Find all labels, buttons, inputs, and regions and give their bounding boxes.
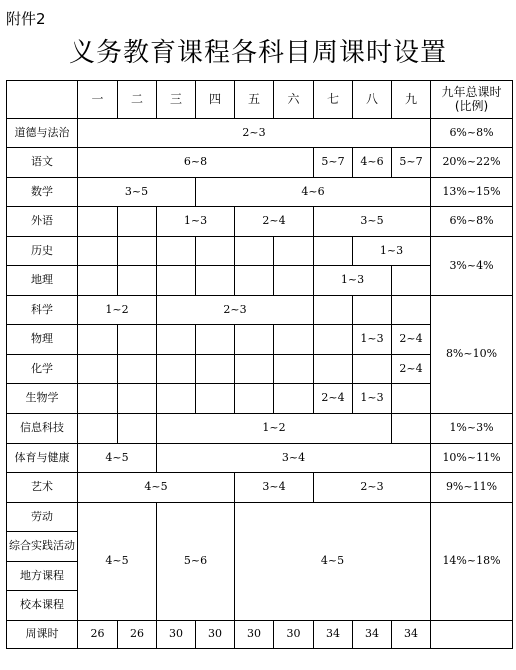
subject-label: 劳动 bbox=[7, 503, 78, 532]
subject-label: 语文 bbox=[7, 148, 78, 178]
empty-cell bbox=[118, 384, 157, 414]
ratio-cell: 8%~10% bbox=[431, 296, 513, 414]
hours-cell: 2~4 bbox=[392, 355, 431, 384]
subject-label: 道德与法治 bbox=[7, 119, 78, 148]
empty-cell bbox=[196, 266, 235, 296]
empty-cell bbox=[392, 266, 431, 296]
ratio-cell: 3%~4% bbox=[431, 237, 513, 296]
empty-cell bbox=[118, 414, 157, 444]
table-row bbox=[7, 237, 513, 266]
ratio-cell: 6%~8% bbox=[431, 119, 513, 148]
weekly-hours-cell: 30 bbox=[196, 621, 235, 649]
ratio-cell: 10%~11% bbox=[431, 444, 513, 473]
empty-cell bbox=[392, 296, 431, 325]
grade-header-2: 二 bbox=[118, 81, 157, 119]
hours-cell: 4~5 bbox=[78, 503, 157, 621]
empty-cell bbox=[157, 237, 196, 266]
weekly-hours-cell: 34 bbox=[392, 621, 431, 649]
weekly-hours-cell: 34 bbox=[314, 621, 353, 649]
empty-cell bbox=[235, 266, 274, 296]
subject-label: 艺术 bbox=[7, 473, 78, 503]
hours-cell: 4~6 bbox=[196, 178, 431, 207]
empty-cell bbox=[78, 207, 118, 237]
empty-cell bbox=[235, 237, 274, 266]
hours-cell: 2~4 bbox=[235, 207, 314, 237]
empty-cell bbox=[118, 266, 157, 296]
weekly-hours-cell: 30 bbox=[274, 621, 314, 649]
table-row bbox=[7, 473, 513, 503]
table-header-row bbox=[7, 81, 513, 119]
empty-cell bbox=[353, 355, 392, 384]
table-row bbox=[7, 119, 513, 148]
empty-cell bbox=[78, 237, 118, 266]
hours-cell: 2~4 bbox=[392, 325, 431, 355]
subject-label: 化学 bbox=[7, 355, 78, 384]
empty-cell bbox=[118, 355, 157, 384]
ratio-cell: 14%~18% bbox=[431, 503, 513, 621]
empty-cell bbox=[274, 237, 314, 266]
grade-header-1: 一 bbox=[78, 81, 118, 119]
empty-cell bbox=[78, 355, 118, 384]
total-hours-header-line2: (比例) bbox=[454, 98, 489, 113]
hours-cell: 5~7 bbox=[392, 148, 431, 178]
empty-cell bbox=[78, 384, 118, 414]
ratio-cell: 20%~22% bbox=[431, 148, 513, 178]
grade-header-7: 七 bbox=[314, 81, 353, 119]
hours-cell: 4~5 bbox=[78, 444, 157, 473]
hours-cell: 6~8 bbox=[78, 148, 314, 178]
empty-cell bbox=[314, 325, 353, 355]
table-row bbox=[7, 296, 513, 325]
attachment-label: 附件2 bbox=[6, 10, 46, 28]
hours-cell: 5~6 bbox=[157, 503, 235, 621]
subject-label: 科学 bbox=[7, 296, 78, 325]
hours-cell: 2~3 bbox=[157, 296, 314, 325]
empty-cell bbox=[235, 384, 274, 414]
grade-header-6: 六 bbox=[274, 81, 314, 119]
empty-cell bbox=[78, 414, 118, 444]
table-row bbox=[7, 414, 513, 444]
empty-cell bbox=[157, 266, 196, 296]
empty-cell bbox=[314, 296, 353, 325]
weekly-hours-cell: 30 bbox=[235, 621, 274, 649]
curriculum-hours-table bbox=[6, 80, 513, 649]
empty-cell bbox=[78, 266, 118, 296]
subject-label: 历史 bbox=[7, 237, 78, 266]
grade-header-5: 五 bbox=[235, 81, 274, 119]
empty-cell bbox=[157, 325, 196, 355]
weekly-hours-cell: 26 bbox=[118, 621, 157, 649]
table-row bbox=[7, 207, 513, 237]
subject-label: 综合实践活动 bbox=[7, 532, 78, 562]
hours-cell: 1~3 bbox=[353, 237, 431, 266]
empty-cell bbox=[157, 355, 196, 384]
subject-label: 数学 bbox=[7, 178, 78, 207]
ratio-cell: 9%~11% bbox=[431, 473, 513, 503]
hours-cell: 5~7 bbox=[314, 148, 353, 178]
document-title: 义务教育课程各科目周课时设置 bbox=[68, 38, 447, 68]
hours-cell: 1~2 bbox=[78, 296, 157, 325]
table-row bbox=[7, 148, 513, 178]
ratio-cell: 13%~15% bbox=[431, 178, 513, 207]
subject-label: 信息科技 bbox=[7, 414, 78, 444]
grade-header-9: 九 bbox=[392, 81, 431, 119]
empty-cell bbox=[196, 355, 235, 384]
hours-cell: 4~5 bbox=[235, 503, 431, 621]
hours-cell: 1~2 bbox=[157, 414, 392, 444]
subject-label: 体育与健康 bbox=[7, 444, 78, 473]
subject-label: 地理 bbox=[7, 266, 78, 296]
table-row bbox=[7, 178, 513, 207]
empty-cell bbox=[78, 325, 118, 355]
hours-cell: 3~5 bbox=[314, 207, 431, 237]
total-hours-header bbox=[431, 81, 513, 119]
empty-cell bbox=[392, 384, 431, 414]
hours-cell: 3~4 bbox=[157, 444, 431, 473]
empty-cell bbox=[392, 414, 431, 444]
hours-cell: 1~3 bbox=[314, 266, 392, 296]
hours-cell: 2~3 bbox=[78, 119, 431, 148]
hours-cell: 1~3 bbox=[353, 325, 392, 355]
hours-cell: 1~3 bbox=[157, 207, 235, 237]
empty-cell bbox=[431, 621, 513, 649]
empty-cell bbox=[118, 237, 157, 266]
empty-cell bbox=[235, 325, 274, 355]
empty-cell bbox=[157, 384, 196, 414]
hours-cell: 2~3 bbox=[314, 473, 431, 503]
empty-cell bbox=[314, 355, 353, 384]
table-row bbox=[7, 503, 513, 532]
empty-cell bbox=[353, 296, 392, 325]
weekly-hours-cell: 30 bbox=[157, 621, 196, 649]
table-row bbox=[7, 444, 513, 473]
subject-label: 生物学 bbox=[7, 384, 78, 414]
empty-cell bbox=[235, 355, 274, 384]
grade-header-3: 三 bbox=[157, 81, 196, 119]
table-row bbox=[7, 621, 513, 649]
hours-cell: 2~4 bbox=[314, 384, 353, 414]
header-corner-cell bbox=[7, 81, 78, 119]
ratio-cell: 6%~8% bbox=[431, 207, 513, 237]
subject-label: 物理 bbox=[7, 325, 78, 355]
subject-label: 校本课程 bbox=[7, 591, 78, 621]
hours-cell: 4~6 bbox=[353, 148, 392, 178]
weekly-hours-cell: 26 bbox=[78, 621, 118, 649]
subject-label: 外语 bbox=[7, 207, 78, 237]
empty-cell bbox=[196, 384, 235, 414]
empty-cell bbox=[274, 384, 314, 414]
hours-cell: 1~3 bbox=[353, 384, 392, 414]
empty-cell bbox=[274, 266, 314, 296]
empty-cell bbox=[314, 237, 353, 266]
subject-label: 地方课程 bbox=[7, 562, 78, 591]
empty-cell bbox=[196, 237, 235, 266]
weekly-hours-cell: 34 bbox=[353, 621, 392, 649]
hours-cell: 3~5 bbox=[78, 178, 196, 207]
empty-cell bbox=[118, 207, 157, 237]
hours-cell: 4~5 bbox=[78, 473, 235, 503]
empty-cell bbox=[196, 325, 235, 355]
subject-label: 周课时 bbox=[7, 621, 78, 649]
hours-cell: 3~4 bbox=[235, 473, 314, 503]
total-hours-header-line1: 九年总课时 bbox=[441, 84, 502, 99]
ratio-cell: 1%~3% bbox=[431, 414, 513, 444]
empty-cell bbox=[118, 325, 157, 355]
empty-cell bbox=[274, 325, 314, 355]
empty-cell bbox=[274, 355, 314, 384]
grade-header-4: 四 bbox=[196, 81, 235, 119]
grade-header-8: 八 bbox=[353, 81, 392, 119]
